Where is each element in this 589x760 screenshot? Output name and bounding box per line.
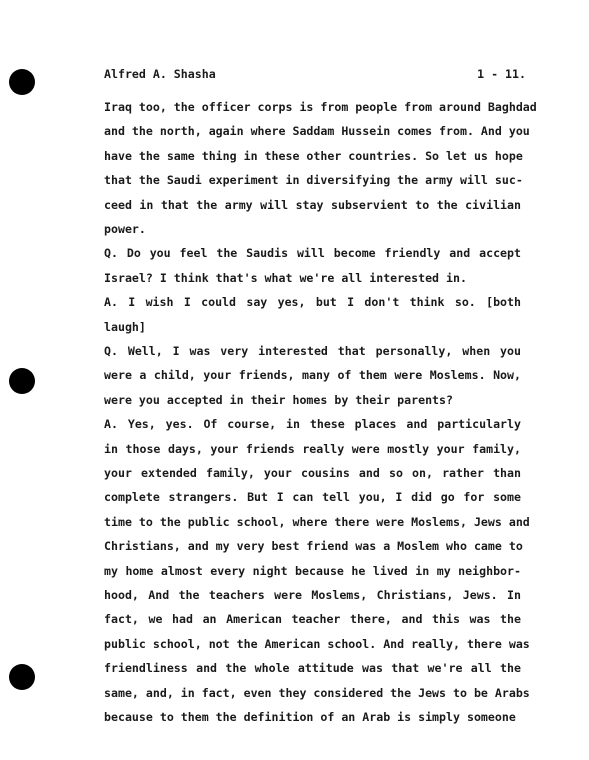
body-line: time to the public school, where there were Moslems, Jews and — [104, 514, 530, 529]
header-author: Alfred A. Shasha — [104, 67, 216, 81]
body-line: A. Yes, yes. Of course, in these places and particularly — [104, 417, 521, 432]
body-line: ceed in that the army will stay subservient to the civilian — [104, 197, 521, 212]
body-line: A. I wish I could say yes, but I don't think so. [both — [104, 295, 521, 310]
body-line: and the north, again where Saddam Hussein comes from. And you — [104, 124, 530, 139]
body-line: Israel? I think that's what we're all interested in. — [104, 270, 467, 285]
body-line: my home almost every night because he lived in my neighbor- — [104, 563, 521, 578]
body-line: were you accepted in their homes by their parents? — [104, 392, 454, 407]
body-line: Iraq too, the officer corps is from people from around Baghdad — [104, 100, 537, 114]
body-line: fact, we had an American teacher there, and this was the — [104, 612, 521, 627]
page-header — [104, 65, 526, 83]
body-line: that the Saudi experiment in diversifying the army will suc- — [104, 173, 523, 188]
body-line: have the same thing in these other countries. So let us hope — [104, 148, 523, 163]
body-line: in those days, your friends really were mostly your family, — [104, 441, 521, 456]
body-line: your extended family, your cousins and so on, rather than — [104, 466, 521, 480]
body-line: Christians, and my very best friend was a Moslem who came to — [104, 539, 523, 554]
body-line: laugh] — [104, 319, 146, 334]
punch-hole-top — [9, 69, 35, 95]
body-line: because to them the definition of an Arab is simply someone — [104, 710, 516, 724]
body-line: same, and, in fact, even they considered the Jews to be Arabs — [104, 685, 530, 700]
body-line: Q. Do you feel the Saudis will become friendly and accept — [104, 246, 521, 261]
body-line: Q. Well, I was very interested that personally, when you — [104, 344, 521, 358]
body-line: power. — [104, 222, 146, 236]
body-line: hood, And the teachers were Moslems, Christians, Jews. In — [104, 588, 521, 602]
body-line: public school, not the American school. And really, there was — [104, 636, 530, 651]
header-page-number: 1 - 11. — [477, 67, 526, 81]
body-line: friendliness and the whole attitude was that we're all the — [104, 661, 521, 676]
body-line: were a child, your friends, many of them were Moslems. Now, — [104, 368, 521, 383]
punch-hole-bottom — [9, 664, 35, 690]
body-line: complete strangers. But I can tell you, I did go for some — [104, 490, 521, 505]
punch-hole-middle — [9, 368, 35, 394]
